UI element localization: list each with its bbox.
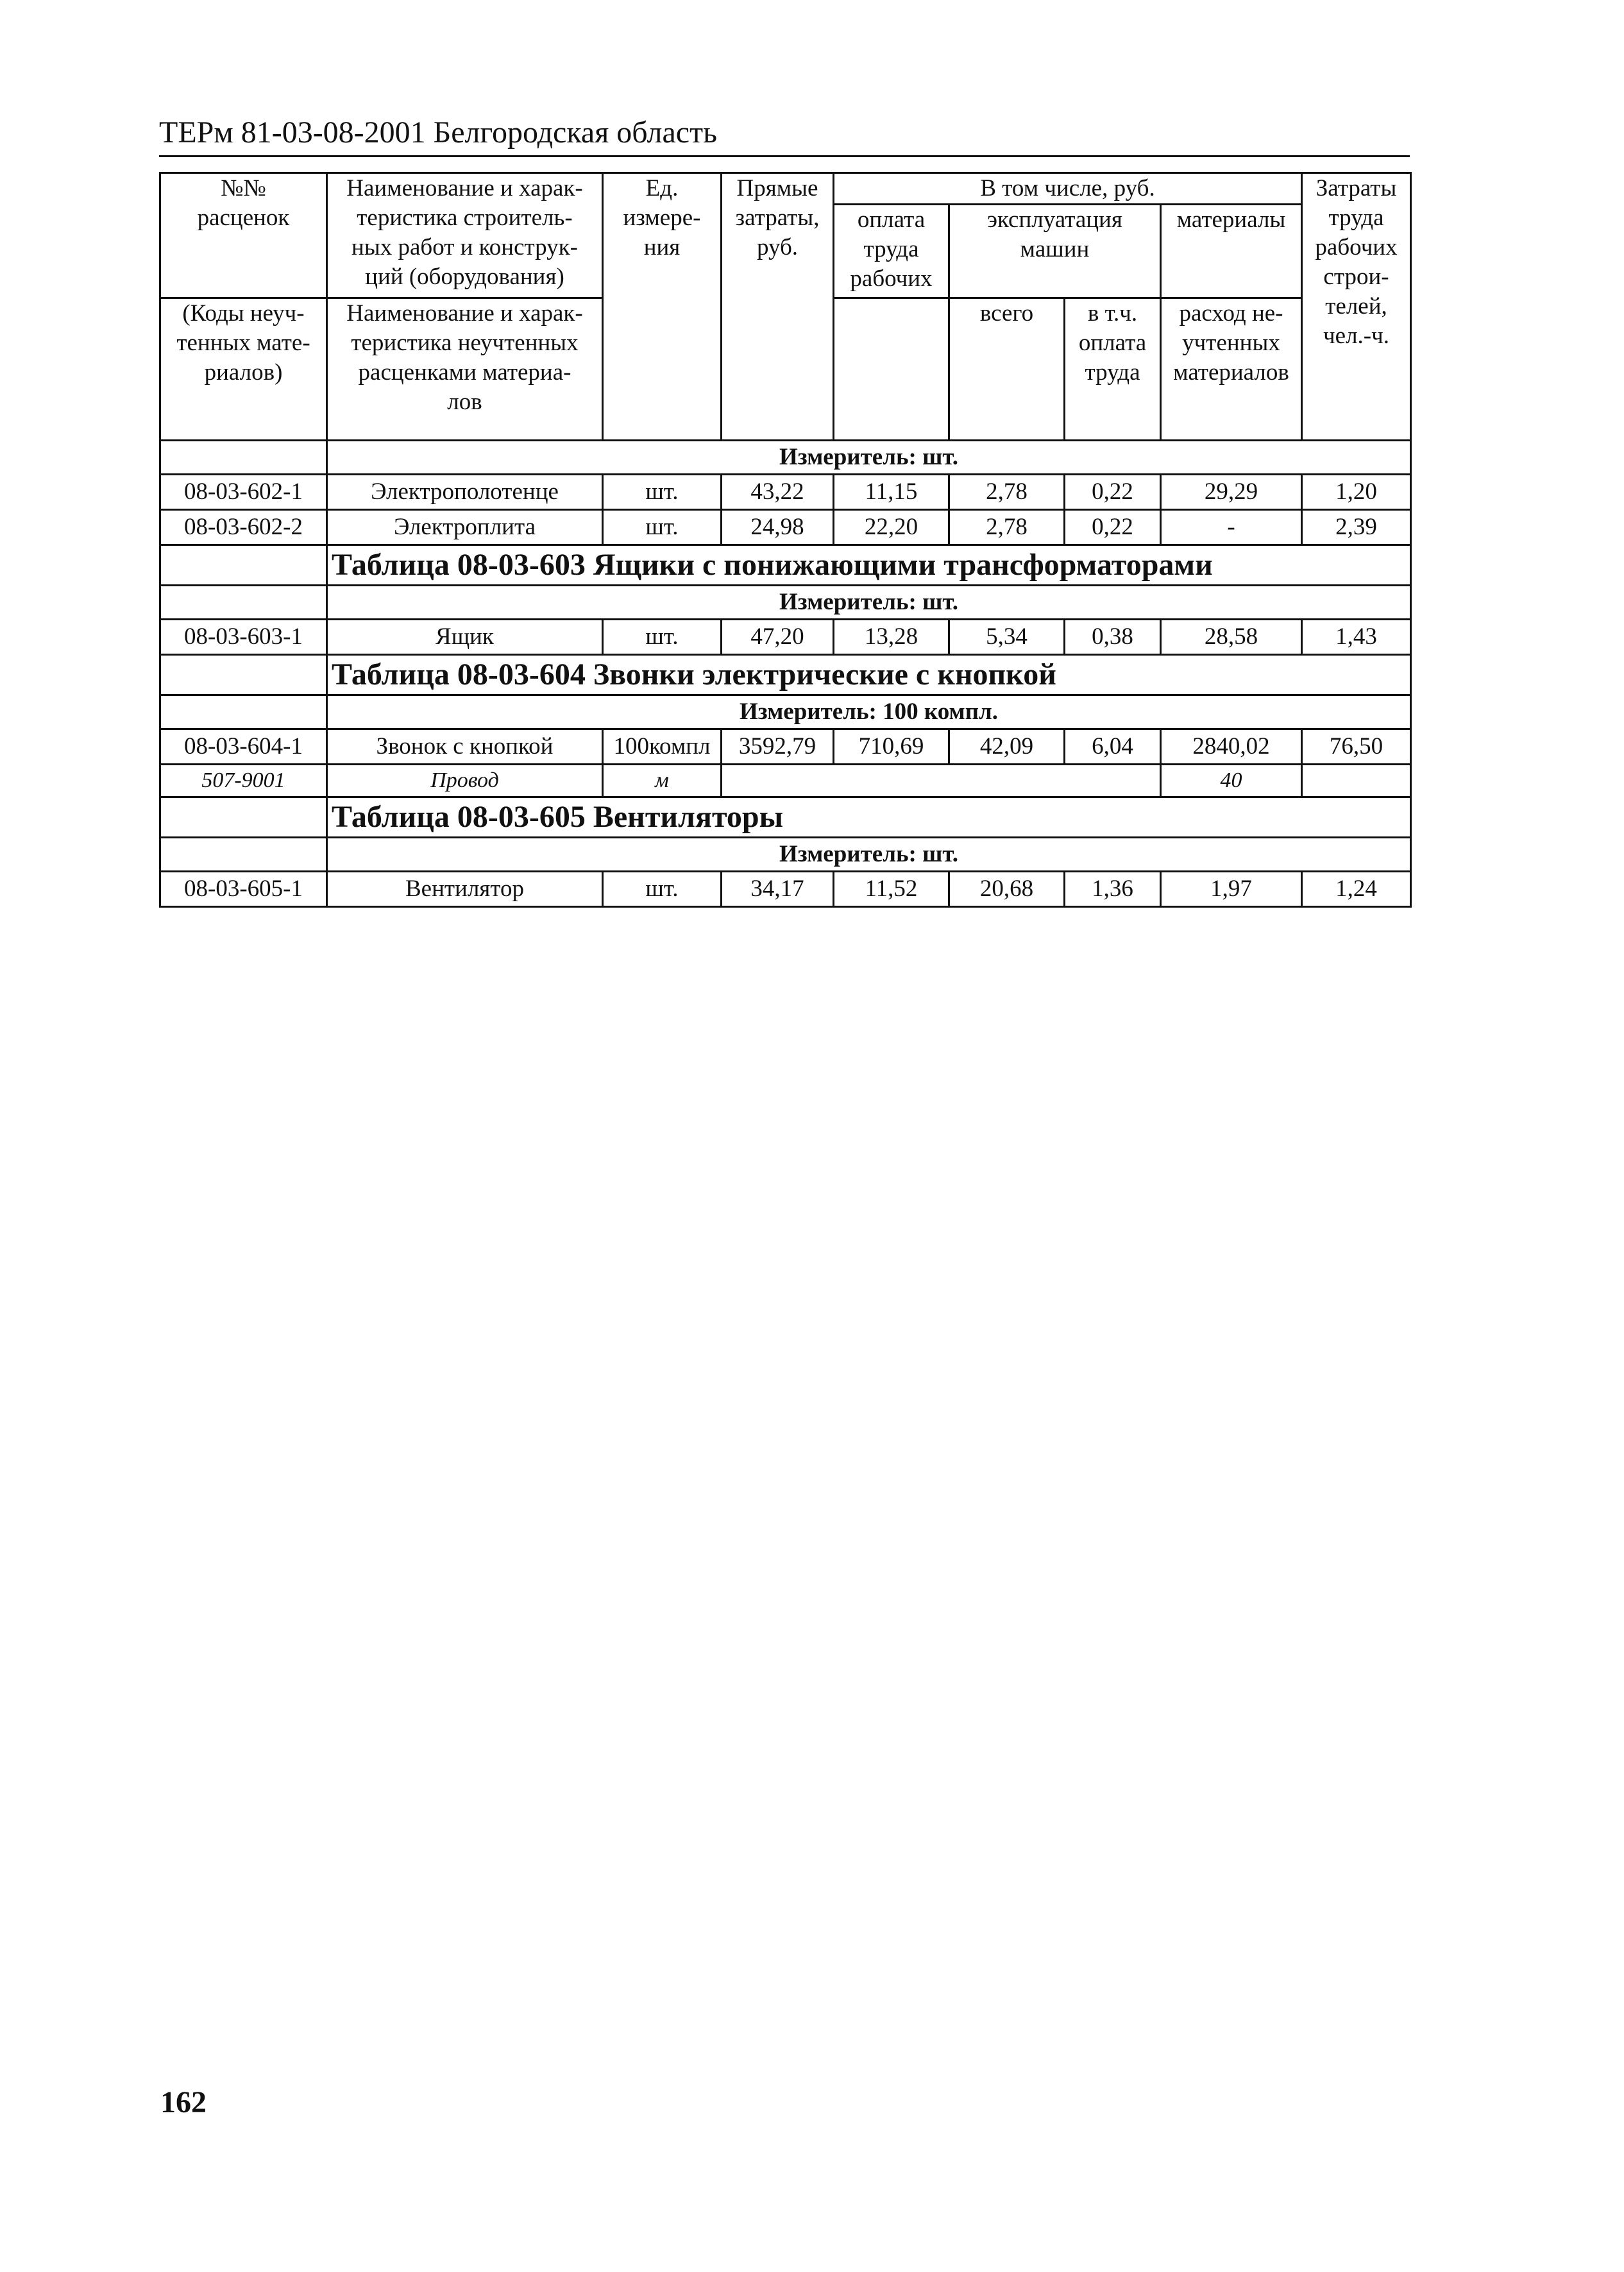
table-body bbox=[160, 441, 1411, 907]
rate-direct: 43,22 bbox=[722, 475, 834, 510]
rate-unit: 100компл bbox=[603, 729, 722, 765]
header-name-sub: Наименование и харак- теристика неучтенных расценками материа- лов bbox=[327, 298, 603, 441]
rate-direct: 47,20 bbox=[722, 620, 834, 655]
rate-pay: 13,28 bbox=[834, 620, 949, 655]
rate-materials: 29,29 bbox=[1161, 475, 1302, 510]
header-direct: Прямые затраты, руб. bbox=[722, 173, 834, 441]
rate-materials: 2840,02 bbox=[1161, 729, 1302, 765]
rate-labor: 1,43 bbox=[1302, 620, 1411, 655]
measure-row bbox=[160, 695, 1411, 729]
measure-row bbox=[160, 441, 1411, 475]
page-number: 162 bbox=[160, 2085, 207, 2119]
header-including: В том числе, руб. bbox=[834, 173, 1302, 205]
rate-name: Электрополотенце bbox=[327, 475, 603, 510]
header-labor-cost: Затраты труда рабочих строи- телей, чел.-ч. bbox=[1302, 173, 1411, 441]
rate-labor: 76,50 bbox=[1302, 729, 1411, 765]
rate-machines: 20,68 bbox=[949, 872, 1065, 907]
rate-machines-pay: 6,04 bbox=[1065, 729, 1161, 765]
measure-row bbox=[160, 838, 1411, 872]
header-materials: материалы bbox=[1161, 205, 1302, 298]
rate-pay: 22,20 bbox=[834, 510, 949, 545]
table-title-row bbox=[160, 797, 1411, 838]
table-header bbox=[160, 173, 1411, 441]
table-row bbox=[160, 872, 1411, 907]
rate-machines-pay: 0,38 bbox=[1065, 620, 1161, 655]
material-name: Провод bbox=[327, 765, 603, 797]
header-labor-pay: оплата труда рабочих bbox=[834, 205, 949, 298]
rate-unit: шт. bbox=[603, 620, 722, 655]
rate-labor: 1,24 bbox=[1302, 872, 1411, 907]
rate-code: 08-03-604-1 bbox=[160, 729, 327, 765]
rate-code: 08-03-602-2 bbox=[160, 510, 327, 545]
measure-label: Измеритель: 100 компл. bbox=[327, 695, 1411, 729]
rate-pay: 11,15 bbox=[834, 475, 949, 510]
header-rule bbox=[159, 155, 1410, 157]
measure-label: Измеритель: шт. bbox=[327, 838, 1411, 872]
rate-direct: 34,17 bbox=[722, 872, 834, 907]
header-machines-incl-pay: в т.ч. оплата труда bbox=[1065, 298, 1161, 441]
measure-label: Измеритель: шт. bbox=[327, 441, 1411, 475]
rate-name: Звонок с кнопкой bbox=[327, 729, 603, 765]
rate-direct: 3592,79 bbox=[722, 729, 834, 765]
header-machines: эксплуатация машин bbox=[949, 205, 1161, 298]
material-empty bbox=[722, 765, 1161, 797]
measure-label: Измеритель: шт. bbox=[327, 586, 1411, 620]
header-machines-total: всего bbox=[949, 298, 1065, 441]
rate-name: Электроплита bbox=[327, 510, 603, 545]
material-amount: 40 bbox=[1161, 765, 1302, 797]
header-labor-pay-sub bbox=[834, 298, 949, 441]
rate-labor: 2,39 bbox=[1302, 510, 1411, 545]
header-code-sub: (Коды неуч- тенных мате- риалов) bbox=[160, 298, 327, 441]
header-name: Наименование и харак- теристика строитель- ных работ и конструк- ций (оборудования) bbox=[327, 173, 603, 298]
table-row bbox=[160, 475, 1411, 510]
rate-direct: 24,98 bbox=[722, 510, 834, 545]
rate-machines: 42,09 bbox=[949, 729, 1065, 765]
material-code: 507-9001 bbox=[160, 765, 327, 797]
header-code: №№ расценок bbox=[160, 173, 327, 298]
page-header: ТЕРм 81-03-08-2001 Белгородская область bbox=[159, 115, 717, 149]
rates-table bbox=[159, 172, 1412, 908]
table-row bbox=[160, 620, 1411, 655]
rate-machines-pay: 1,36 bbox=[1065, 872, 1161, 907]
rate-code: 08-03-603-1 bbox=[160, 620, 327, 655]
rate-code: 08-03-605-1 bbox=[160, 872, 327, 907]
rate-machines: 2,78 bbox=[949, 510, 1065, 545]
rate-labor: 1,20 bbox=[1302, 475, 1411, 510]
table-title: Таблица 08-03-603 Ящики с понижающими трансформаторами bbox=[327, 545, 1411, 586]
rate-machines-pay: 0,22 bbox=[1065, 475, 1161, 510]
rate-unit: шт. bbox=[603, 872, 722, 907]
rate-name: Ящик bbox=[327, 620, 603, 655]
material-unit: м bbox=[603, 765, 722, 797]
material-row bbox=[160, 765, 1411, 797]
measure-row bbox=[160, 586, 1411, 620]
rate-machines: 5,34 bbox=[949, 620, 1065, 655]
table-row bbox=[160, 729, 1411, 765]
header-materials-use: расход не- учтенных материалов bbox=[1161, 298, 1302, 441]
rate-unit: шт. bbox=[603, 510, 722, 545]
rate-pay: 710,69 bbox=[834, 729, 949, 765]
rate-materials: 1,97 bbox=[1161, 872, 1302, 907]
table-title: Таблица 08-03-604 Звонки электрические с кнопкой bbox=[327, 655, 1411, 695]
rate-materials: - bbox=[1161, 510, 1302, 545]
table-title-row bbox=[160, 545, 1411, 586]
rate-machines: 2,78 bbox=[949, 475, 1065, 510]
table-row bbox=[160, 510, 1411, 545]
material-labor-empty bbox=[1302, 765, 1411, 797]
table-title: Таблица 08-03-605 Вентиляторы bbox=[327, 797, 1411, 838]
table-title-row bbox=[160, 655, 1411, 695]
rate-materials: 28,58 bbox=[1161, 620, 1302, 655]
header-unit: Ед. измере- ния bbox=[603, 173, 722, 441]
rate-pay: 11,52 bbox=[834, 872, 949, 907]
rate-machines-pay: 0,22 bbox=[1065, 510, 1161, 545]
rate-unit: шт. bbox=[603, 475, 722, 510]
rate-code: 08-03-602-1 bbox=[160, 475, 327, 510]
rate-name: Вентилятор bbox=[327, 872, 603, 907]
